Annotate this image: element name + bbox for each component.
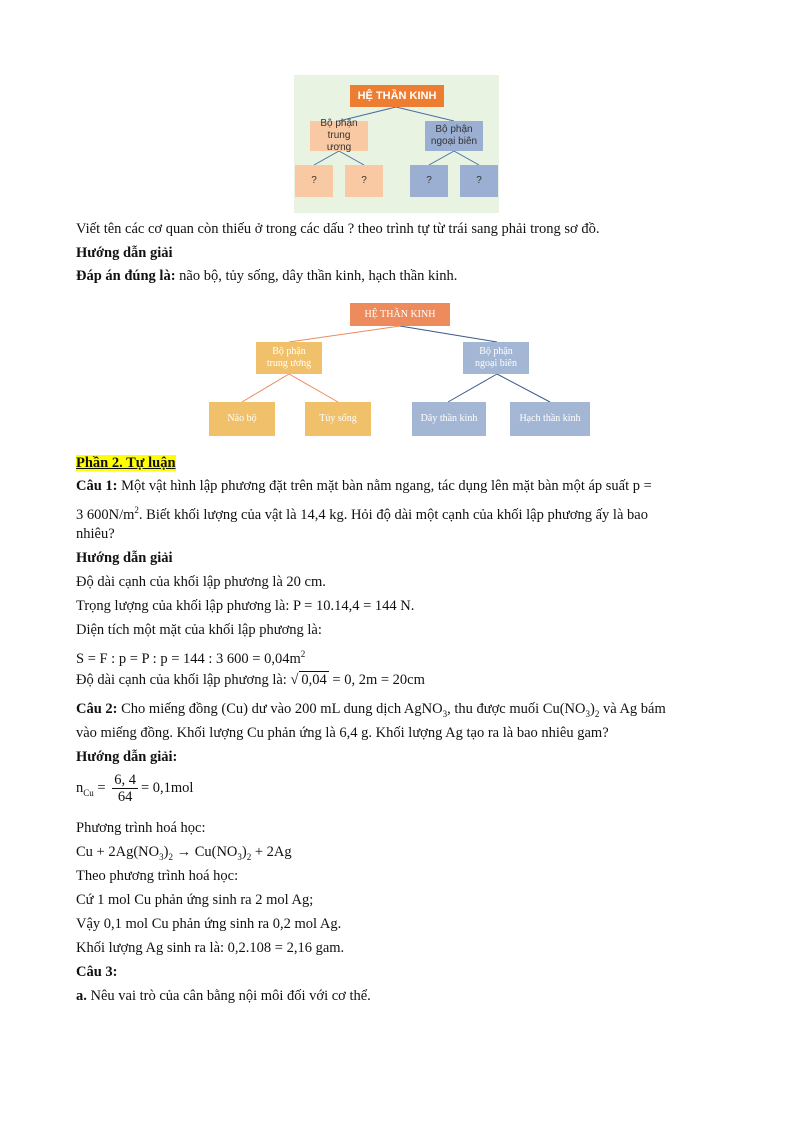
eq-part: ) — [241, 844, 247, 860]
guide-heading: Hướng dẫn giải — [76, 245, 173, 261]
eq-part: + 2Ag — [251, 844, 292, 860]
diagram1-leaf: ? — [345, 165, 383, 197]
q2-step: Theo phương trình hoá học: — [76, 868, 239, 884]
diagram2-leaf: Tủy sống — [305, 402, 371, 436]
diagram1-root: HỆ THẦN KINH — [350, 85, 444, 107]
diagram1-peripheral: Bộ phận ngoại biên — [425, 121, 483, 151]
eq-part: Cu + 2Ag(NO — [76, 844, 160, 860]
q2-text: ) — [589, 701, 595, 717]
mole-fraction — [112, 772, 138, 805]
diagram2-leaf: Não bộ — [209, 402, 275, 436]
q2-text: , thu được muối Cu(NO — [447, 701, 586, 717]
mole-result: = 0,1mol — [140, 780, 194, 796]
q3-a-label: a. — [76, 988, 87, 1004]
answer-line — [76, 266, 457, 286]
q2-moles — [76, 771, 193, 810]
nervous-system-diagram-question — [294, 75, 499, 213]
mole-sub: Cu — [83, 787, 94, 798]
q1-step: Diện tích một mặt của khối lập phương là: — [76, 622, 322, 638]
q1-sup: 2 — [300, 649, 306, 659]
mole-symbol: n — [76, 780, 84, 796]
q1-line3: nhiêu? — [76, 526, 115, 542]
nervous-system-diagram-answer — [200, 298, 600, 440]
q3-a — [76, 986, 371, 1006]
q2-step: Khối lượng Ag sinh ra là: 0,2.108 = 2,16 gam. — [76, 940, 345, 956]
eq-sub: 3 — [159, 851, 164, 862]
q1-label: Câu 1: — [76, 478, 118, 494]
q2-step: Vậy 0,1 mol Cu phản ứng sinh ra 0,2 mol Ag. — [76, 916, 342, 932]
diagram2-root: HỆ THẦN KINH — [350, 303, 450, 326]
q1-side-text: Độ dài cạnh của khối lập phương là: — [76, 672, 291, 688]
q3-a-text: Nêu vai trò của cân bằng nội môi đối với cơ thể. — [86, 988, 371, 1004]
diagram1-leaf: ? — [410, 165, 448, 197]
answer-text: não bộ, tủy sống, dây thần kinh, hạch thần kinh. — [175, 268, 458, 284]
q2-step: Cứ 1 mol Cu phản ứng sinh ra 2 mol Ag; — [76, 892, 314, 908]
q1-text: 3 600N/m — [76, 506, 135, 523]
question-text: Viết tên các cơ quan còn thiếu ở trong các dấu ? theo trình tự từ trái sang phải trong sơ đồ. — [76, 221, 600, 237]
sqrt-radicand: 0,04 — [301, 672, 327, 688]
q3-label: Câu 3: — [76, 964, 118, 980]
q1-area: S = F : p = P : p = 144 : 3 600 = 0,04m — [76, 650, 301, 667]
eq-part: → Cu(NO — [172, 844, 238, 860]
q2-eq-heading: Phương trình hoá học: — [76, 820, 206, 836]
diagram2-peripheral: Bộ phận ngoại biên — [463, 342, 529, 374]
diagram1-leaf: ? — [295, 165, 333, 197]
q1-step: Trọng lượng của khối lập phương là: P = 10.14,4 = 144 N. — [76, 598, 415, 614]
diagram1-central: Bộ phận trung ương — [310, 121, 368, 151]
q2-sub: 3 — [442, 708, 448, 719]
q2-text: Cho miếng đồng (Cu) dư vào 200 mL dung dịch AgNO — [117, 701, 443, 717]
q2-text: và Ag bám — [599, 701, 666, 717]
q2-line1 — [76, 699, 666, 724]
part2-heading: Phần 2. Tự luận — [76, 455, 176, 471]
q2-sub: 2 — [594, 708, 600, 719]
q2-label: Câu 2: — [76, 701, 118, 717]
fraction-denominator: 64 — [117, 789, 133, 806]
q1-text: . Biết khối lượng của vật là 14,4 kg. Hỏi độ dài một cạnh của khối lập phương ấy là bao — [138, 506, 648, 523]
part2-heading-line — [76, 453, 176, 473]
q1-sup: 2 — [134, 505, 139, 515]
q1-line1 — [76, 476, 652, 496]
q1-step — [76, 644, 305, 669]
answer-label: Đáp án đúng là: — [76, 268, 176, 284]
q1-line2 — [76, 500, 648, 525]
q2-line2: vào miếng đồng. Khối lượng Cu phản ứng là 6,4 g. Khối lượng Ag tạo ra là bao nhiêu gam? — [76, 725, 609, 741]
q1-step: Độ dài cạnh của khối lập phương là 20 cm. — [76, 574, 326, 590]
diagram2-leaf: Hạch thần kinh — [510, 402, 590, 436]
q1-side-result: = 0, 2m = 20cm — [328, 672, 425, 688]
diagram2-leaf: Dây thần kinh — [412, 402, 486, 436]
q2-sub: 3 — [585, 708, 590, 719]
sqrt-symbol: √ — [290, 672, 299, 688]
q2-guide: Hướng dẫn giải: — [76, 749, 178, 765]
diagram2-central: Bộ phận trung ương — [256, 342, 322, 374]
eq-sub: 2 — [246, 851, 252, 862]
eq-part: ) — [163, 844, 169, 860]
equals-sign: = — [97, 780, 106, 796]
fraction-numerator: 6, 4 — [114, 772, 136, 789]
q2-equation — [76, 842, 292, 867]
q1-guide: Hướng dẫn giải — [76, 550, 173, 566]
q1-text: Một vật hình lập phương đặt trên mặt bàn nằm ngang, tác dụng lên mặt bàn một áp suất p = — [117, 478, 652, 494]
eq-sub: 3 — [237, 851, 242, 862]
q1-step — [76, 670, 425, 690]
diagram1-leaf: ? — [460, 165, 498, 197]
eq-sub: 2 — [168, 851, 173, 862]
